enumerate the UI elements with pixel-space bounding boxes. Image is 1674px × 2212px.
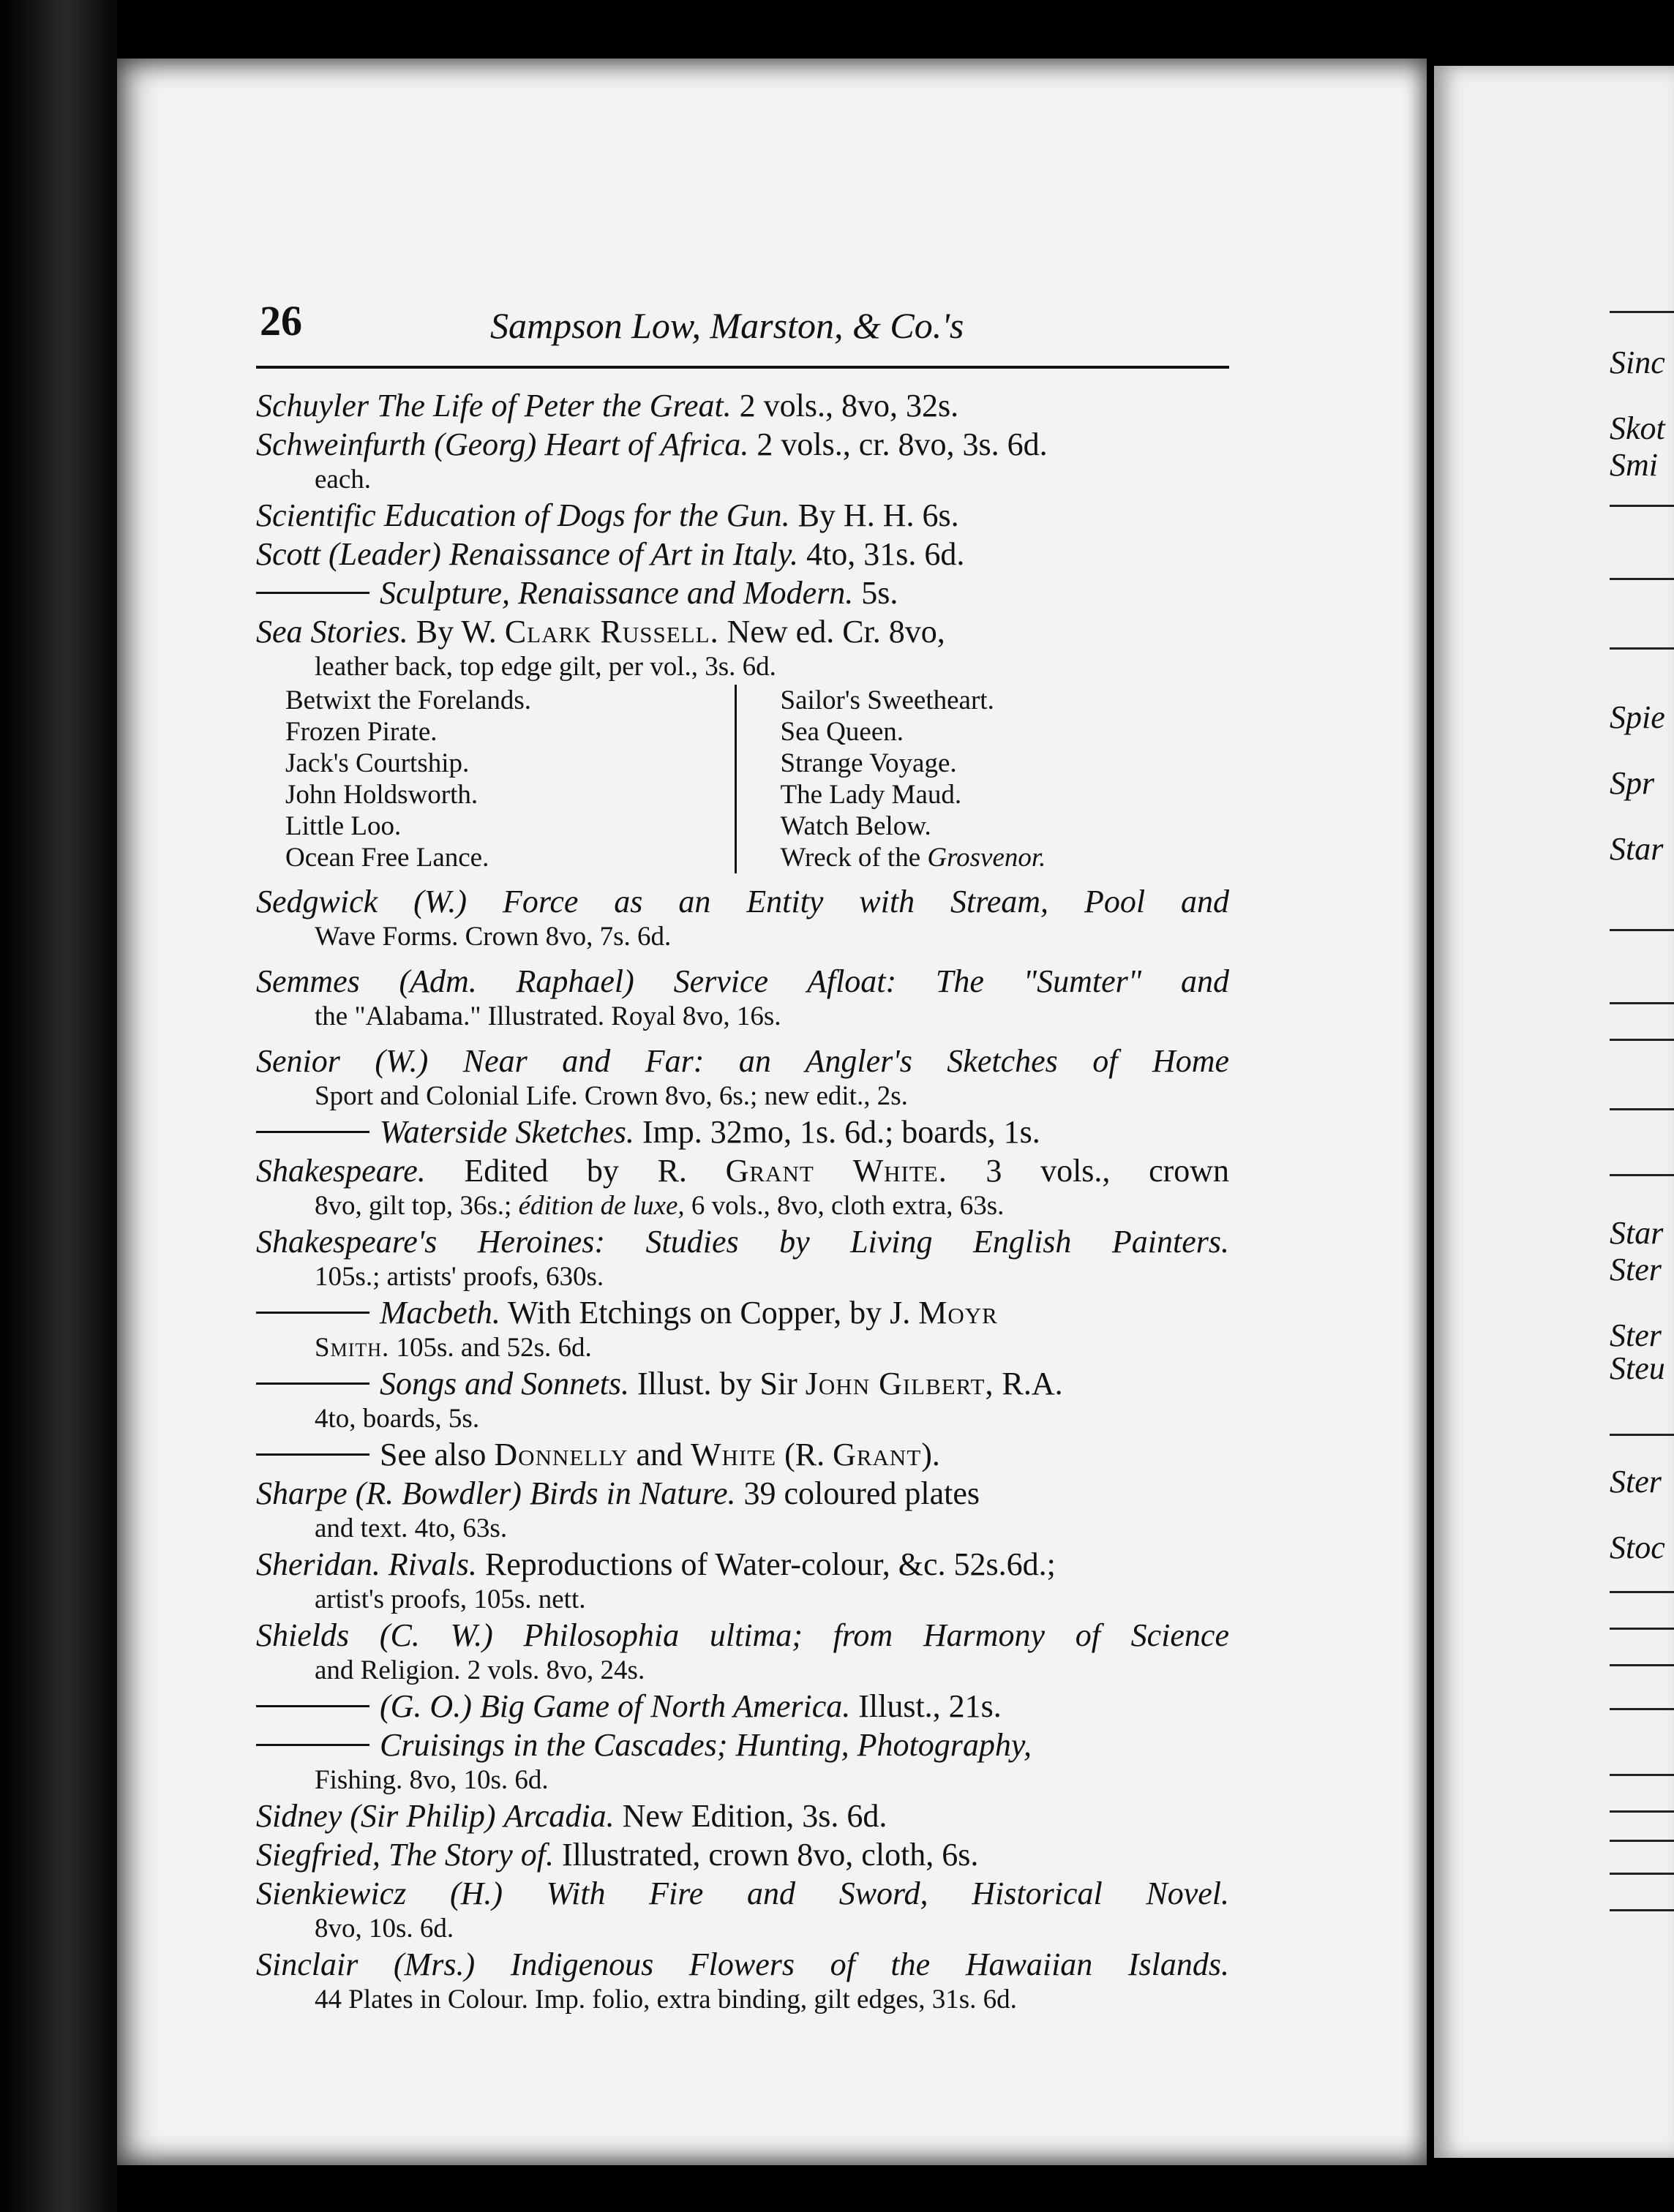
entry-scott [256, 535, 1229, 573]
entry-title: Near and Far: an Angler's Sketches of Home [462, 1043, 1230, 1079]
entry-author-smallcaps: White [690, 1437, 777, 1472]
story-title: Frozen Pirate. [285, 717, 438, 747]
story-title-italic: Grosvenor. [927, 843, 1046, 873]
fragment-rule [1610, 578, 1674, 580]
entry-author: Sheridan. [256, 1546, 380, 1582]
fragment-rule [1610, 929, 1674, 931]
entry-siegfried [256, 1835, 1229, 1874]
entry-author: Sedgwick (W.) [256, 884, 468, 919]
fragment-rule [1610, 1591, 1674, 1593]
left-page [117, 59, 1427, 2165]
entry-author-detail: (Leader) [328, 536, 441, 572]
entry-continuation [256, 1190, 1229, 1222]
fragment-rule [1610, 1039, 1674, 1041]
entry-details: ). [921, 1437, 940, 1472]
entry-author: Sinclair (Mrs.) [256, 1946, 476, 1982]
fragment-word: Stoc [1610, 1530, 1665, 1565]
entry-title: With Fire and Sword, Historical Novel. [546, 1876, 1230, 1911]
entry-sea-stories [256, 612, 1229, 651]
page-number: 26 [260, 297, 302, 345]
entry-title: Renaissance of Art in Italy. [448, 536, 798, 572]
fragment-word: Ster [1610, 1464, 1662, 1500]
entry-details: and [636, 1437, 683, 1472]
fragment-rule [1610, 1840, 1674, 1842]
story-title: Strange Voyage. [780, 748, 957, 778]
fragment-word: Star [1610, 831, 1664, 867]
fragment-word: Steu [1610, 1350, 1665, 1386]
fragment-rule [1610, 1810, 1674, 1813]
ditto-dash [256, 1131, 369, 1133]
entry-sedgwick [256, 882, 1229, 921]
entry-author: Semmes (Adm. Raphael) [256, 963, 634, 999]
entry-semmes [256, 962, 1229, 1001]
entry-scott-sculpture [256, 573, 1229, 612]
entry-author: Schweinfurth [256, 426, 427, 462]
entry-continuation: Fishing. 8vo, 10s. 6d. [315, 1765, 549, 1795]
entry-details: Imp. 32mo, 1s. 6d.; boards, 1s. [642, 1114, 1040, 1150]
entry-continuation [256, 1332, 1229, 1364]
entry-shields [256, 1616, 1229, 1655]
entry-details: 3 vols., crown [986, 1153, 1230, 1189]
fragment-rule [1610, 1108, 1674, 1110]
entry-details: 2 vols., 8vo, 32s. [739, 388, 959, 424]
entry-continuation: 8vo, 10s. 6d. [315, 1914, 454, 1944]
ditto-dash [256, 1312, 369, 1314]
fragment-rule [1610, 311, 1674, 313]
entry-title: Sculpture, Renaissance and Modern. [380, 575, 854, 611]
fragment-rule [1610, 1174, 1674, 1176]
entry-macbeth [256, 1293, 1229, 1332]
entry-senior [256, 1042, 1229, 1080]
entry-continuation: the "Alabama." Illustrated. Royal 8vo, 16s. [315, 1001, 781, 1031]
entry-author: Sienkiewicz (H.) [256, 1876, 503, 1911]
entry-songs-and-sonnets [256, 1364, 1229, 1403]
entry-author: Schuyler [256, 388, 369, 424]
fragment-word: Ster [1610, 1317, 1662, 1353]
ditto-dash [256, 1705, 369, 1707]
entry-author-smallcaps: Moyr [918, 1295, 998, 1331]
fragment-word: Ster [1610, 1252, 1662, 1287]
entry-details: 105s. and 52s. 6d. [396, 1333, 592, 1363]
entry-title: Heart of Africa. [544, 426, 749, 462]
entry-details: 39 coloured plates [743, 1475, 980, 1511]
entry-author: Shields (C. W.) [256, 1617, 493, 1653]
story-title: Watch Below. [780, 811, 931, 841]
entry-author: Scott [256, 536, 320, 572]
right-page-edge [1434, 66, 1674, 2158]
entry-title: Shakespeare's Heroines: Studies by Living English Painters. [256, 1224, 1229, 1260]
ditto-dash [256, 1453, 369, 1456]
entry-author: Siegfried, [256, 1837, 380, 1873]
entry-continuation: leather back, top edge gilt, per vol., 3s. 6d. [315, 652, 776, 682]
entry-shields-big-game [256, 1687, 1229, 1726]
sea-stories-left-column [285, 685, 735, 873]
story-title-wreck [781, 842, 1230, 873]
ditto-dash [256, 592, 369, 594]
story-title: Ocean Free Lance. [285, 843, 489, 873]
entry-continuation: 105s.; artists' proofs, 630s. [315, 1262, 604, 1292]
entry-details: See also [380, 1437, 487, 1472]
entry-title: Indigenous Flowers of the Hawaiian Islands. [510, 1946, 1229, 1982]
entry-sheridan [256, 1545, 1229, 1584]
entry-details: Illust. by Sir [637, 1366, 797, 1402]
fragment-word: Skot [1610, 410, 1665, 446]
entry-continuation: each. [315, 464, 372, 494]
entry-shields-cruisings [256, 1726, 1229, 1764]
entry-details: By H. H. 6s. [797, 497, 959, 533]
entry-author-detail: (Georg) [434, 426, 537, 462]
fragment-rule [1610, 505, 1674, 507]
entry-see-also [256, 1435, 1229, 1474]
entry-author-smallcaps: Smith. [315, 1333, 390, 1363]
entry-details: 4to, 31s. 6d. [806, 536, 965, 572]
page-gutter [1427, 44, 1434, 2180]
fragment-rule [1610, 1708, 1674, 1710]
entry-title: Cruisings in the Cascades; Hunting, Photography, [380, 1727, 1032, 1763]
entry-scientific-education [256, 496, 1229, 535]
fragment-rule [1610, 1434, 1674, 1436]
entry-continuation: and text. 4to, 63s. [315, 1513, 508, 1543]
entry-details: 2 vols., cr. 8vo, 3s. 6d. [757, 426, 1048, 462]
entry-title: Waterside Sketches. [380, 1114, 634, 1150]
fragment-rule [1610, 1664, 1674, 1666]
story-title: The Lady Maud. [780, 780, 962, 810]
entry-author-smallcaps: Clark Russell. [504, 614, 719, 650]
fragment-word: Spie [1610, 699, 1665, 735]
entry-details: Reproductions of Water-colour, &c. 52s.6d.; [484, 1546, 1056, 1582]
entry-title: The Life of Peter the Great. [376, 388, 732, 424]
entry-title: Scientific Education of Dogs for the Gun. [256, 497, 790, 533]
entry-details: New ed. Cr. 8vo, [727, 614, 945, 650]
entry-shakespeares-heroines [256, 1222, 1229, 1261]
story-title: Betwixt the Forelands. [285, 685, 532, 715]
fragment-word: Smi [1610, 447, 1658, 483]
page-header-title: Sampson Low, Marston, & Co.'s [490, 305, 964, 346]
entry-details: Edited by R. [464, 1153, 687, 1189]
entry-title: Force as an Entity with Stream, Pool and [502, 884, 1230, 919]
entry-details: 8vo, gilt top, 36s.; [315, 1191, 512, 1221]
fragment-rule [1610, 1628, 1674, 1630]
entry-details: Illustrated, crown 8vo, cloth, 6s. [561, 1837, 979, 1873]
story-title: Little Loo. [285, 811, 402, 841]
story-title: Sea Queen. [780, 717, 904, 747]
entry-title: Philosophia ultima; from Harmony of Science [523, 1617, 1229, 1653]
fragment-rule [1610, 1909, 1674, 1911]
entry-details: Illust., 21s. [858, 1688, 1002, 1724]
entry-shakespeare [256, 1151, 1229, 1190]
fragment-word: Spr [1610, 765, 1655, 801]
entry-continuation: artist's proofs, 105s. nett. [315, 1584, 586, 1614]
story-title: Sailor's Sweetheart. [780, 685, 994, 715]
fragment-rule [1610, 1873, 1674, 1875]
entry-sidney [256, 1797, 1229, 1835]
entry-title: Birds in Nature. [529, 1475, 736, 1511]
entry-sienkiewicz [256, 1874, 1229, 1913]
entry-sinclair [256, 1945, 1229, 1984]
entry-continuation: and Religion. 2 vols. 8vo, 24s. [315, 1655, 645, 1685]
entry-continuation: Sport and Colonial Life. Crown 8vo, 6s.; new edit., 2s. [315, 1081, 908, 1111]
fragment-word: Sinc [1610, 345, 1665, 380]
entry-author: Sharpe (R. Bowdler) [256, 1475, 522, 1511]
entry-senior-waterside [256, 1113, 1229, 1151]
entry-author: Senior (W.) [256, 1043, 429, 1079]
entry-details-italic: édition de luxe, [518, 1191, 685, 1221]
entry-details: 5s. [861, 575, 898, 611]
entry-continuation: 4to, boards, 5s. [315, 1404, 480, 1434]
entry-title: Macbeth. [380, 1295, 500, 1331]
entry-author-smallcaps: Grant White. [725, 1153, 947, 1189]
entry-title: Sea Stories. [256, 614, 408, 650]
entry-title: The Story of. [388, 1837, 554, 1873]
entry-title: Service Afloat: The "Sumter" and [673, 963, 1230, 999]
entry-title: Shakespeare. [256, 1153, 426, 1189]
fragment-word: Star [1610, 1215, 1664, 1251]
entry-author-smallcaps: Donnelly [494, 1437, 628, 1472]
ditto-dash [256, 1382, 369, 1385]
entry-author: Sidney (Sir Philip) [256, 1798, 496, 1834]
story-title-text: Wreck of the [780, 843, 921, 873]
fragment-rule [1610, 1002, 1674, 1004]
entry-title: Songs and Sonnets. [380, 1366, 629, 1402]
entry-schuyler [256, 386, 1229, 425]
entry-details: (R. [784, 1437, 825, 1472]
entry-title: Arcadia. [503, 1798, 615, 1834]
fragment-rule [1610, 647, 1674, 650]
story-title: Jack's Courtship. [285, 748, 470, 778]
ditto-dash [256, 1744, 369, 1746]
entry-title: Rivals. [388, 1546, 477, 1582]
entry-title: (G. O.) Big Game of North America. [380, 1688, 851, 1724]
entry-details: R.A. [1002, 1366, 1063, 1402]
entry-details: New Edition, 3s. 6d. [622, 1798, 887, 1834]
entry-details: 6 vols., 8vo, cloth extra, 63s. [691, 1191, 1005, 1221]
book-spine [0, 0, 117, 2212]
entry-author-smallcaps: John Gilbert, [805, 1366, 994, 1402]
entry-schweinfurth [256, 425, 1229, 464]
entry-details: By W. [416, 614, 497, 650]
entry-continuation: 44 Plates in Colour. Imp. folio, extra binding, gilt edges, 31s. 6d. [315, 1985, 1017, 2014]
header-rule [256, 366, 1229, 369]
story-title: John Holdsworth. [285, 780, 478, 810]
sea-stories-list [285, 685, 1229, 873]
entry-sharpe [256, 1474, 1229, 1513]
sea-stories-right-column [735, 685, 1230, 873]
entry-continuation: Wave Forms. Crown 8vo, 7s. 6d. [315, 922, 672, 952]
catalogue-entries [256, 386, 1229, 2016]
fragment-rule [1610, 1774, 1674, 1776]
entry-author-smallcaps: Grant [833, 1437, 922, 1472]
entry-details: With Etchings on Copper, by J. [508, 1295, 911, 1331]
